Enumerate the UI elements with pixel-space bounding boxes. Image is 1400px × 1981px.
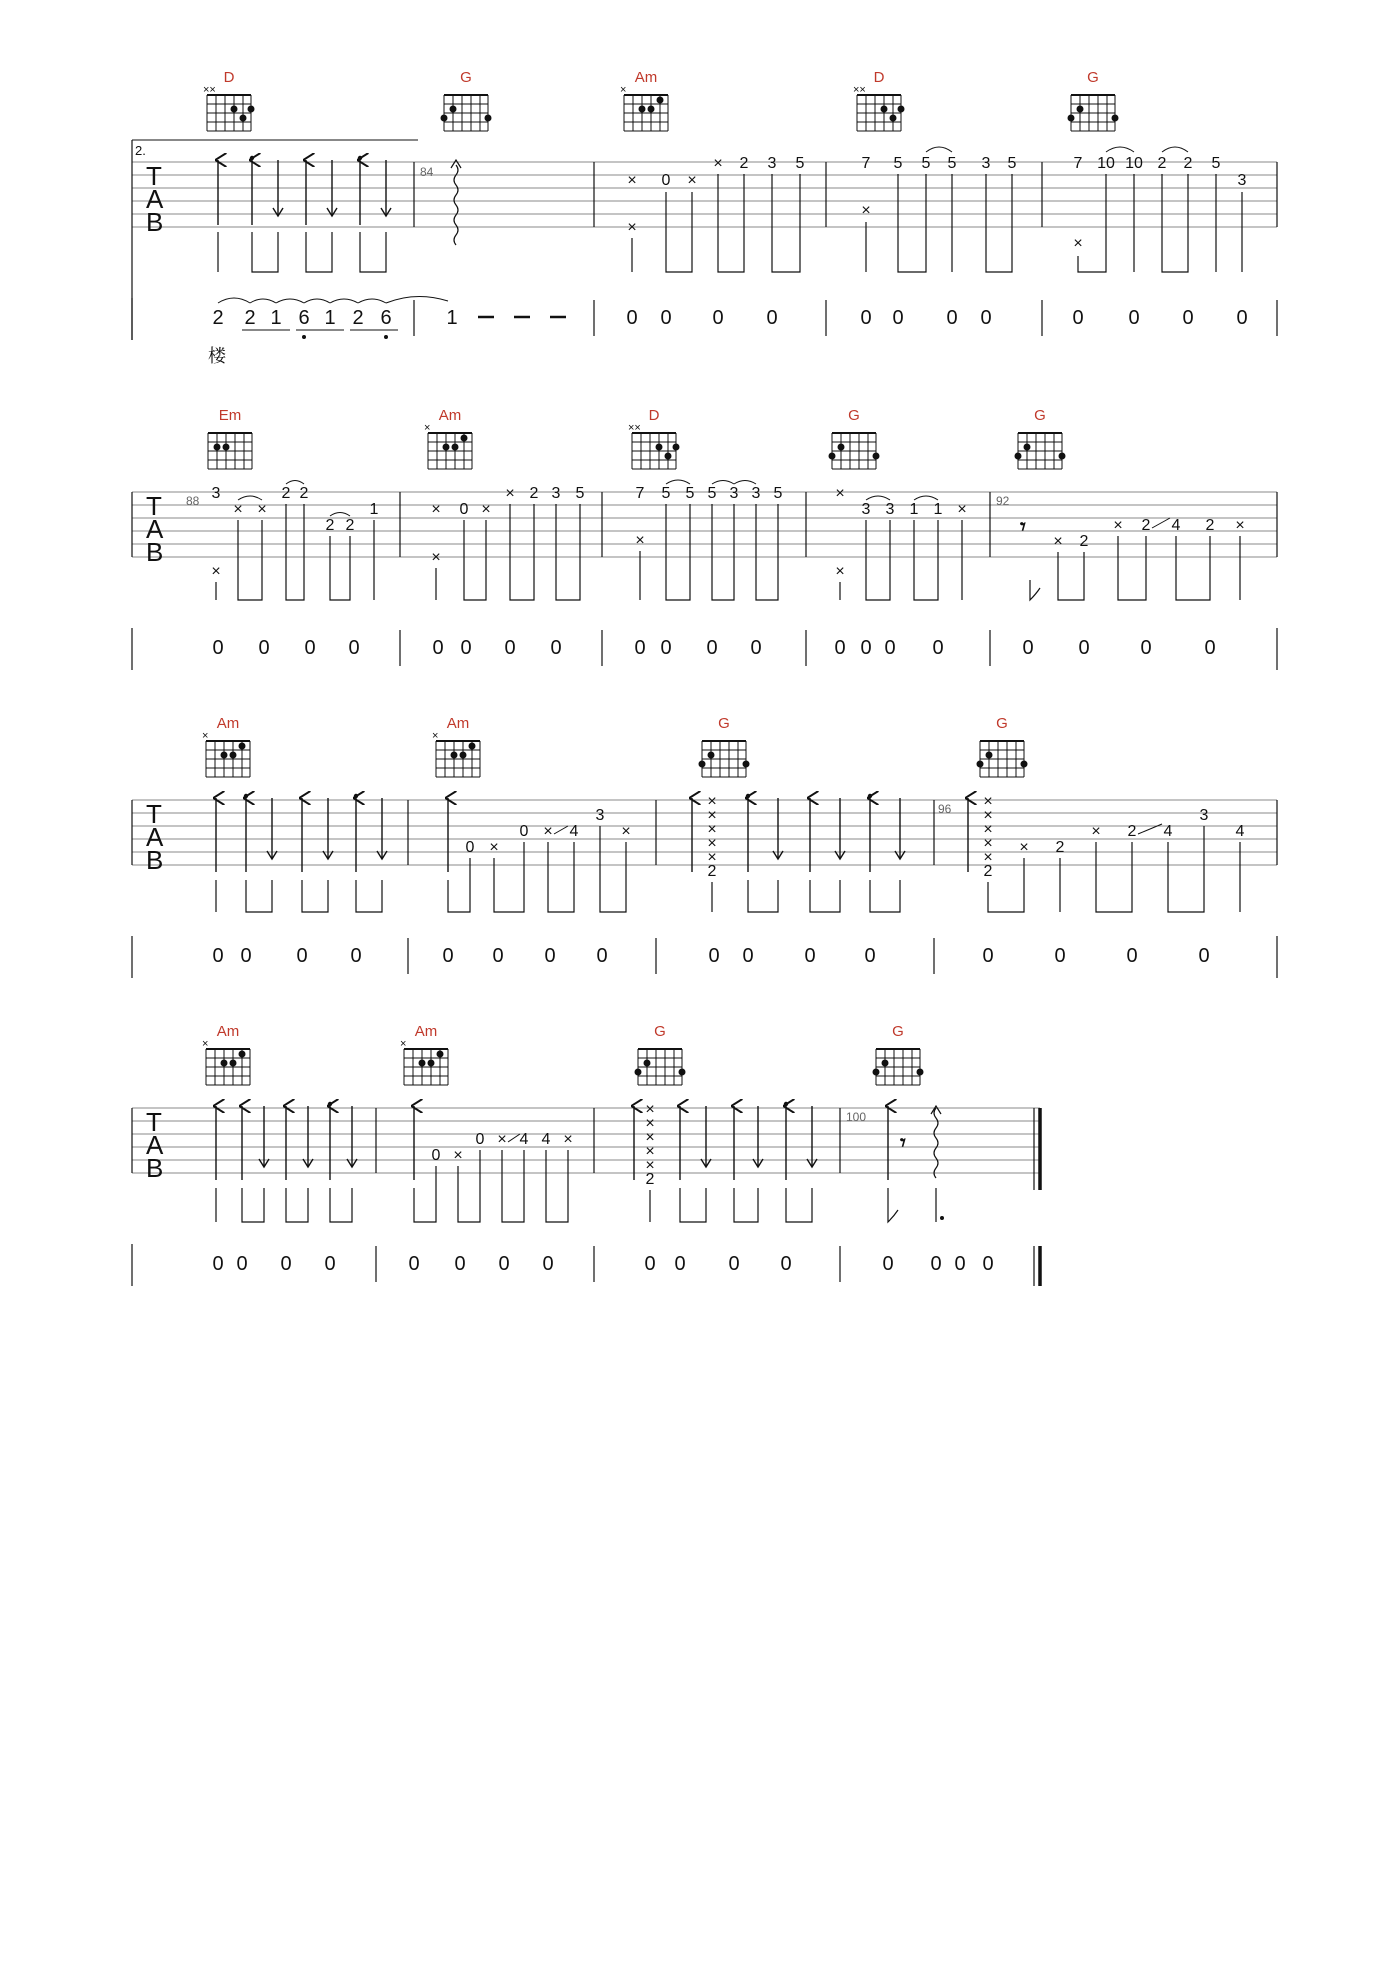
svg-text:×: ×	[645, 1115, 655, 1132]
system-4	[132, 1023, 1040, 1286]
svg-text:7: 7	[1073, 155, 1083, 172]
svg-text:Am: Am	[216, 1023, 240, 1040]
svg-text:0: 0	[742, 945, 754, 967]
svg-text:×: ×	[489, 839, 499, 856]
chord-diagram-am	[432, 715, 480, 777]
svg-text:0: 0	[432, 637, 444, 659]
svg-text:5: 5	[773, 485, 783, 502]
svg-text:2: 2	[1141, 517, 1151, 534]
svg-text:×: ×	[707, 835, 717, 852]
svg-text:×: ×	[707, 793, 717, 810]
svg-text:×: ×	[835, 485, 845, 502]
svg-text:G: G	[1034, 407, 1046, 424]
svg-text:0: 0	[804, 945, 816, 967]
svg-text:6: 6	[380, 307, 392, 329]
svg-text:0: 0	[1022, 637, 1034, 659]
chord-diagram-em	[208, 407, 252, 469]
muted-strings: ×	[424, 422, 431, 434]
svg-text:1: 1	[324, 307, 336, 329]
svg-text:0: 0	[304, 637, 316, 659]
svg-text:0: 0	[240, 945, 252, 967]
svg-text:×: ×	[481, 501, 491, 518]
tab-notes	[466, 793, 1245, 880]
svg-text:0: 0	[492, 945, 504, 967]
tab-clef	[146, 799, 164, 875]
svg-text:×: ×	[621, 823, 631, 840]
svg-text:5: 5	[1211, 155, 1221, 172]
chord-diagram-g	[1068, 69, 1119, 131]
svg-text:0: 0	[1078, 637, 1090, 659]
barlines	[132, 800, 1277, 865]
svg-text:B: B	[146, 845, 164, 875]
svg-text:×: ×	[431, 501, 441, 518]
svg-text:B: B	[146, 1153, 164, 1183]
chord-diagram-g	[699, 715, 750, 777]
svg-text:1: 1	[270, 307, 282, 329]
svg-text:7: 7	[861, 155, 871, 172]
svg-text:2: 2	[352, 307, 364, 329]
svg-text:0: 0	[465, 839, 475, 856]
svg-text:5: 5	[921, 155, 931, 172]
svg-text:G: G	[892, 1023, 904, 1040]
chord-diagram-am	[202, 1023, 250, 1085]
svg-text:G: G	[848, 407, 860, 424]
svg-text:2: 2	[1127, 823, 1137, 840]
muted-strings: ×	[432, 730, 439, 742]
svg-text:0: 0	[212, 1253, 224, 1275]
svg-text:0: 0	[475, 1131, 485, 1148]
svg-text:A: A	[146, 514, 164, 544]
muted-strings: ××	[853, 84, 866, 96]
svg-text:2: 2	[529, 485, 539, 502]
svg-text:×: ×	[211, 563, 221, 580]
svg-text:3: 3	[751, 485, 761, 502]
svg-text:4: 4	[1163, 823, 1173, 840]
svg-text:0: 0	[750, 637, 762, 659]
svg-text:0: 0	[946, 307, 958, 329]
svg-text:×: ×	[627, 172, 637, 189]
svg-text:0: 0	[930, 1253, 942, 1275]
svg-text:0: 0	[780, 1253, 792, 1275]
svg-text:3: 3	[551, 485, 561, 502]
tab-clef-a: A	[146, 184, 164, 214]
svg-text:0: 0	[884, 637, 896, 659]
strum-pattern	[216, 1106, 888, 1180]
svg-text:0: 0	[982, 945, 994, 967]
svg-text:2: 2	[1157, 155, 1167, 172]
svg-text:0: 0	[661, 172, 671, 189]
svg-text:5: 5	[575, 485, 585, 502]
svg-text:×: ×	[1091, 823, 1101, 840]
svg-text:1: 1	[933, 501, 943, 518]
svg-text:0: 0	[1054, 945, 1066, 967]
svg-text:0: 0	[596, 945, 608, 967]
svg-text:×: ×	[861, 202, 871, 219]
svg-text:5: 5	[947, 155, 957, 172]
svg-text:×: ×	[983, 849, 993, 866]
svg-text:2: 2	[299, 485, 309, 502]
svg-text:1: 1	[369, 501, 379, 518]
svg-text:4: 4	[569, 823, 579, 840]
svg-text:0: 0	[504, 637, 516, 659]
tab-clef-b: B	[146, 207, 164, 237]
svg-text:3: 3	[211, 485, 221, 502]
svg-text:3: 3	[729, 485, 739, 502]
svg-text:T: T	[146, 491, 162, 521]
svg-text:×: ×	[707, 821, 717, 838]
svg-text:A: A	[146, 822, 164, 852]
rhythm-stems	[218, 232, 386, 272]
svg-text:2: 2	[645, 1171, 655, 1188]
svg-text:0: 0	[674, 1253, 686, 1275]
svg-text:3: 3	[767, 155, 777, 172]
svg-text:0: 0	[660, 307, 672, 329]
svg-text:0: 0	[454, 1253, 466, 1275]
svg-text:×: ×	[1235, 517, 1245, 534]
svg-text:0: 0	[544, 945, 556, 967]
svg-text:×: ×	[713, 155, 723, 172]
svg-text:Am: Am	[216, 715, 240, 732]
chord-diagram-g	[441, 69, 492, 131]
svg-text:×: ×	[1073, 235, 1083, 252]
svg-text:Am: Am	[414, 1023, 438, 1040]
svg-text:×: ×	[645, 1129, 655, 1146]
volta-bracket	[132, 140, 418, 158]
svg-text:0: 0	[519, 823, 529, 840]
svg-text:0: 0	[766, 307, 778, 329]
svg-text:×: ×	[431, 549, 441, 566]
svg-text:D: D	[873, 69, 885, 86]
svg-text:0: 0	[542, 1253, 554, 1275]
measure-number: 88	[186, 494, 200, 508]
muted-strings: ××	[203, 84, 216, 96]
svg-text:0: 0	[258, 637, 270, 659]
svg-text:×: ×	[645, 1143, 655, 1160]
svg-text:0: 0	[932, 637, 944, 659]
svg-text:D: D	[648, 407, 660, 424]
chord-diagram-g	[635, 1023, 686, 1085]
svg-text:Am: Am	[438, 407, 462, 424]
svg-text:G: G	[996, 715, 1008, 732]
tab-notes	[211, 485, 1244, 580]
svg-text:0: 0	[882, 1253, 894, 1275]
svg-text:0: 0	[892, 307, 904, 329]
system-2	[132, 407, 1277, 670]
svg-text:0: 0	[212, 637, 224, 659]
svg-text:×: ×	[707, 807, 717, 824]
svg-text:2: 2	[1079, 533, 1089, 550]
eighth-rest-icon: 𝄾	[1020, 514, 1026, 539]
svg-text:×: ×	[505, 485, 515, 502]
svg-text:3: 3	[981, 155, 991, 172]
svg-text:3: 3	[861, 501, 871, 518]
svg-text:0: 0	[860, 307, 872, 329]
svg-text:10: 10	[1097, 155, 1115, 172]
svg-text:×: ×	[563, 1131, 573, 1148]
svg-text:2: 2	[244, 307, 256, 329]
arpeggio	[451, 160, 461, 245]
chord-diagram-g	[829, 407, 880, 469]
svg-text:×: ×	[497, 1131, 507, 1148]
svg-text:0: 0	[860, 637, 872, 659]
tab-notes	[627, 155, 804, 236]
muted-strings: ×	[202, 730, 209, 742]
svg-text:5: 5	[685, 485, 695, 502]
svg-text:×: ×	[707, 849, 717, 866]
muted-strings: ×	[620, 84, 627, 96]
svg-text:×: ×	[983, 835, 993, 852]
svg-text:0: 0	[982, 1253, 994, 1275]
svg-text:4: 4	[519, 1131, 529, 1148]
svg-text:0: 0	[708, 945, 720, 967]
svg-text:×: ×	[1053, 533, 1063, 550]
svg-text:0: 0	[236, 1253, 248, 1275]
system-3	[132, 715, 1277, 978]
svg-text:×: ×	[1019, 839, 1029, 856]
svg-text:×: ×	[983, 821, 993, 838]
svg-text:0: 0	[442, 945, 454, 967]
measure-number: 92	[996, 494, 1010, 508]
svg-text:0: 0	[459, 501, 469, 518]
svg-text:3: 3	[1199, 807, 1209, 824]
svg-text:1: 1	[909, 501, 919, 518]
svg-text:0: 0	[1236, 307, 1248, 329]
svg-text:0: 0	[834, 637, 846, 659]
svg-text:5: 5	[1007, 155, 1017, 172]
ties	[926, 147, 952, 152]
svg-text:D: D	[223, 69, 235, 86]
svg-text:×: ×	[233, 501, 243, 518]
svg-text:T: T	[146, 1107, 162, 1137]
svg-text:5: 5	[707, 485, 717, 502]
jianpu-row	[132, 936, 1277, 978]
strum-pattern	[218, 160, 391, 225]
rhythm-stems	[866, 174, 1012, 272]
svg-text:B: B	[146, 537, 164, 567]
svg-text:2: 2	[1055, 839, 1065, 856]
jianpu-row	[132, 1244, 1040, 1286]
tab-clef	[146, 491, 164, 567]
svg-text:3: 3	[885, 501, 895, 518]
svg-text:Am: Am	[446, 715, 470, 732]
svg-text:×: ×	[983, 793, 993, 810]
svg-text:2: 2	[983, 863, 993, 880]
svg-text:G: G	[460, 69, 472, 86]
tab-staff	[132, 800, 1277, 865]
svg-text:0: 0	[1182, 307, 1194, 329]
svg-text:G: G	[1087, 69, 1099, 86]
tab-clef	[146, 161, 164, 237]
svg-text:0: 0	[634, 637, 646, 659]
svg-text:0: 0	[626, 307, 638, 329]
svg-text:1: 1	[446, 307, 458, 329]
svg-text:×: ×	[543, 823, 553, 840]
chord-diagram-am	[400, 1023, 448, 1085]
svg-text:10: 10	[1125, 155, 1143, 172]
tab-notes	[861, 155, 1016, 219]
svg-text:0: 0	[1204, 637, 1216, 659]
svg-text:2: 2	[212, 307, 224, 329]
svg-text:×: ×	[983, 807, 993, 824]
svg-text:4: 4	[541, 1131, 551, 1148]
muted-strings: ×	[202, 1038, 209, 1050]
svg-text:0: 0	[980, 307, 992, 329]
strum-pattern	[216, 798, 968, 872]
svg-text:0: 0	[350, 945, 362, 967]
chord-diagram-g	[873, 1023, 924, 1085]
svg-text:0: 0	[550, 637, 562, 659]
svg-text:0: 0	[280, 1253, 292, 1275]
chord-diagram-am	[424, 407, 472, 469]
system-1	[132, 69, 1277, 367]
rhythm-stems	[216, 1150, 936, 1222]
svg-text:×: ×	[627, 219, 637, 236]
tab-notes	[432, 1101, 906, 1188]
slides	[508, 1134, 520, 1142]
chord-diagram-d	[853, 69, 905, 131]
svg-text:0: 0	[728, 1253, 740, 1275]
svg-text:×: ×	[835, 563, 845, 580]
ties	[1106, 147, 1188, 152]
svg-text:0: 0	[864, 945, 876, 967]
chord-diagram-am	[202, 715, 250, 777]
tab-clef	[146, 1107, 164, 1183]
svg-text:2: 2	[345, 517, 355, 534]
svg-text:5: 5	[795, 155, 805, 172]
chord-diagram-g	[977, 715, 1028, 777]
svg-text:2: 2	[1183, 155, 1193, 172]
svg-text:0: 0	[644, 1253, 656, 1275]
svg-text:0: 0	[460, 637, 472, 659]
svg-text:2: 2	[1205, 517, 1215, 534]
muted-strings: ×	[400, 1038, 407, 1050]
svg-text:4: 4	[1171, 517, 1181, 534]
rhythm-stems	[632, 174, 800, 272]
svg-text:×: ×	[1113, 517, 1123, 534]
chord-diagram-d	[628, 407, 680, 469]
svg-text:3: 3	[595, 807, 605, 824]
volta-label: 2.	[135, 143, 146, 158]
eighth-rest-icon: 𝄾	[900, 1130, 906, 1155]
tab-notes	[1073, 155, 1246, 252]
svg-text:0: 0	[1140, 637, 1152, 659]
svg-text:0: 0	[296, 945, 308, 967]
svg-text:4: 4	[1235, 823, 1245, 840]
svg-text:0: 0	[324, 1253, 336, 1275]
svg-text:Em: Em	[218, 407, 242, 424]
svg-text:0: 0	[1128, 307, 1140, 329]
svg-text:G: G	[654, 1023, 666, 1040]
svg-text:×: ×	[257, 501, 267, 518]
svg-text:3: 3	[1237, 172, 1247, 189]
svg-text:×: ×	[687, 172, 697, 189]
svg-text:0: 0	[1198, 945, 1210, 967]
svg-text:5: 5	[661, 485, 671, 502]
svg-text:2: 2	[325, 517, 335, 534]
svg-text:0: 0	[712, 307, 724, 329]
measure-number: 96	[938, 802, 952, 816]
svg-text:7: 7	[635, 485, 645, 502]
svg-text:5: 5	[893, 155, 903, 172]
svg-text:A: A	[146, 1130, 164, 1160]
svg-text:0: 0	[431, 1147, 441, 1164]
svg-text:0: 0	[660, 637, 672, 659]
svg-text:0: 0	[706, 637, 718, 659]
svg-text:2: 2	[281, 485, 291, 502]
chord-diagram-d	[203, 69, 255, 131]
svg-text:Am: Am	[634, 69, 658, 86]
svg-text:0: 0	[1072, 307, 1084, 329]
svg-text:2: 2	[739, 155, 749, 172]
chord-diagram-am	[620, 69, 668, 131]
rhythm-stems	[1078, 174, 1242, 272]
measure-number: 100	[846, 1110, 867, 1124]
svg-text:×: ×	[957, 501, 967, 518]
muted-strings: ××	[628, 422, 641, 434]
svg-text:0: 0	[212, 945, 224, 967]
svg-text:G: G	[718, 715, 730, 732]
svg-text:0: 0	[498, 1253, 510, 1275]
jianpu-row	[132, 628, 1277, 670]
svg-text:0: 0	[408, 1253, 420, 1275]
svg-text:2: 2	[707, 863, 717, 880]
arpeggio	[931, 1106, 941, 1178]
svg-text:×: ×	[635, 532, 645, 549]
chord-diagram-g	[1015, 407, 1066, 469]
svg-text:T: T	[146, 799, 162, 829]
svg-text:0: 0	[1126, 945, 1138, 967]
lyric: 楼	[208, 346, 226, 367]
svg-text:×: ×	[645, 1157, 655, 1174]
svg-text:×: ×	[645, 1101, 655, 1118]
svg-text:×: ×	[453, 1147, 463, 1164]
tab-clef-t: T	[146, 161, 162, 191]
jianpu-row	[132, 296, 1277, 367]
svg-text:0: 0	[348, 637, 360, 659]
svg-text:6: 6	[298, 307, 310, 329]
measure-number: 84	[420, 165, 434, 179]
svg-text:0: 0	[954, 1253, 966, 1275]
